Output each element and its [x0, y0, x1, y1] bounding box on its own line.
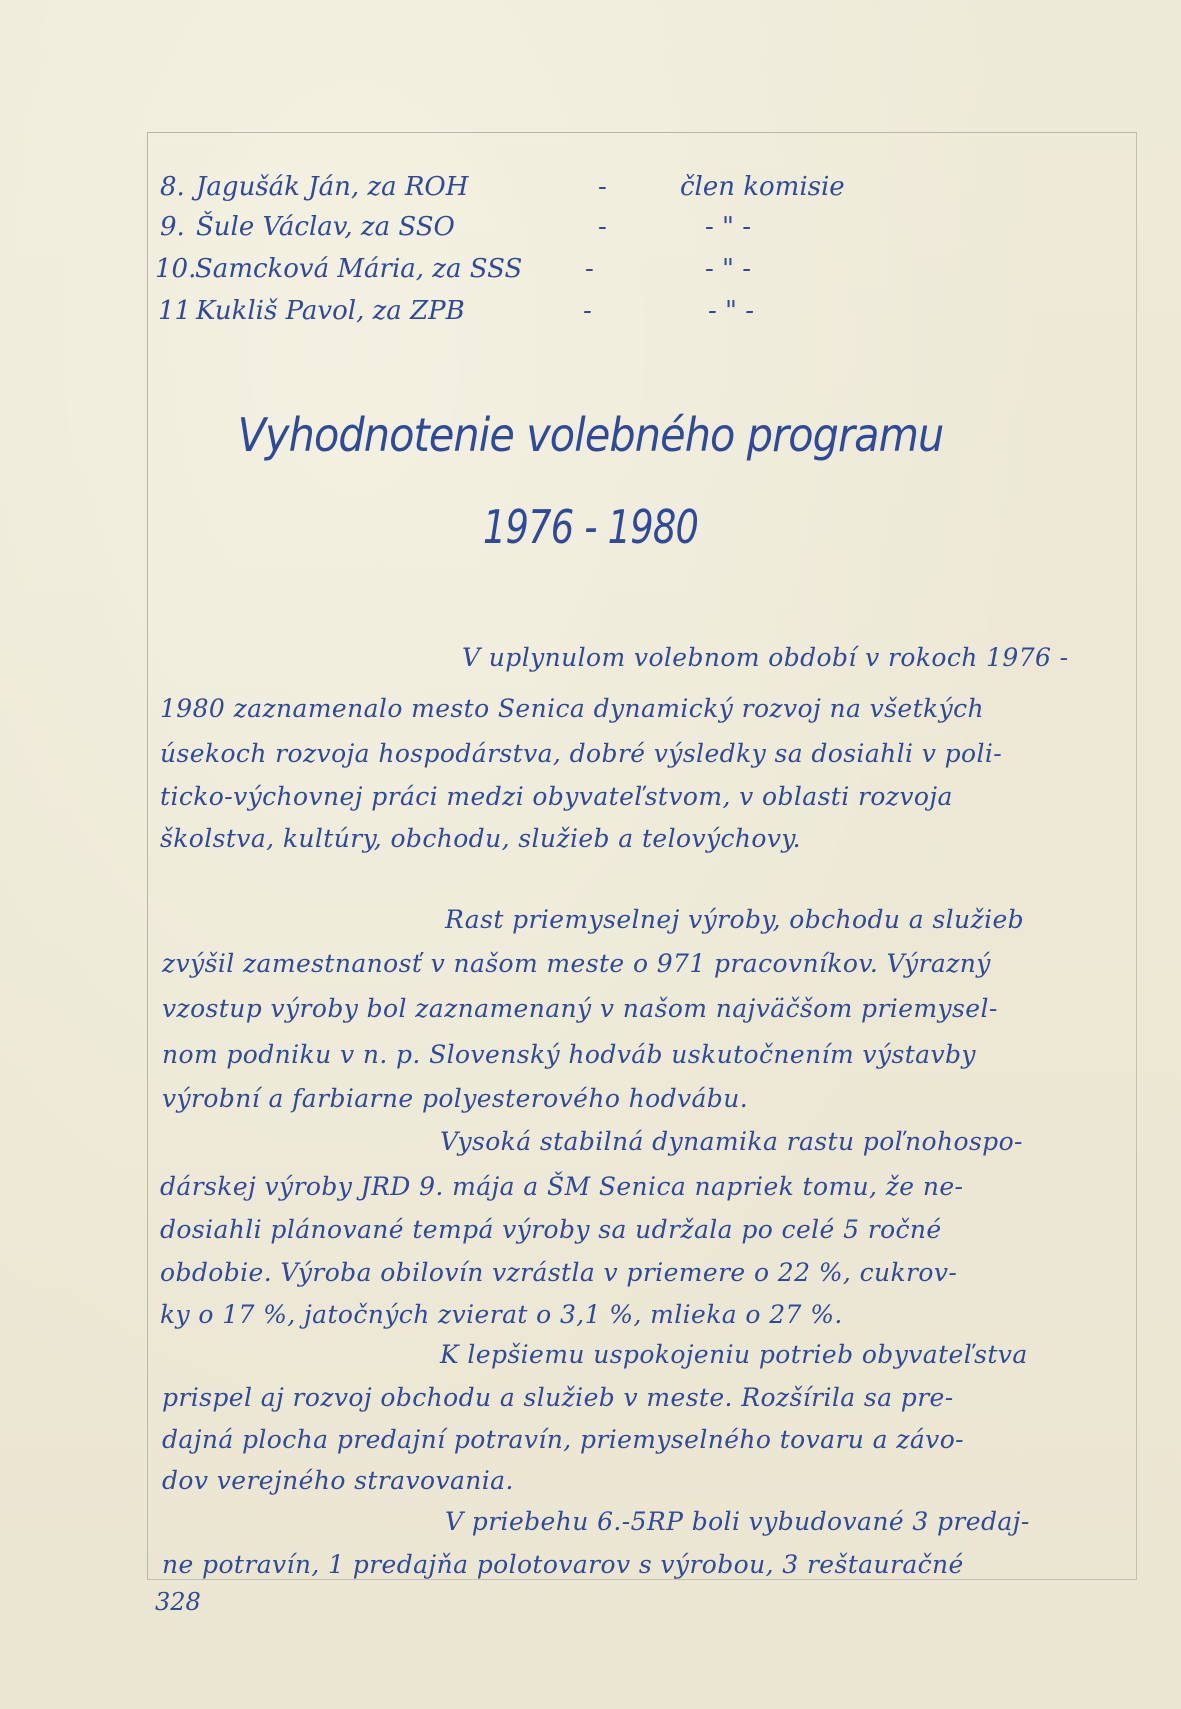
member-name: Kukliš Pavol, za ZPB	[196, 296, 465, 326]
text-line: Vysoká stabilná dynamika rastu poľnohospo-	[440, 1127, 1023, 1156]
member-name: Jagušák Ján, za ROH	[196, 172, 469, 202]
text-line: školstva, kultúry, obchodu, služieb a telovýchovy.	[160, 824, 801, 853]
member-row	[160, 172, 880, 212]
member-number: 11	[158, 296, 192, 326]
text-line: ne potravín, 1 predajňa polotovarov s výrobou, 3 reštauračné	[162, 1550, 964, 1579]
text-line: zvýšil zamestnanosť v našom meste o 971 pracovníkov. Výrazný	[162, 949, 991, 978]
member-number: 8.	[160, 172, 185, 202]
page-number: 328	[155, 1588, 201, 1616]
text-line: ticko-výchovnej práci medzi obyvateľstvom, v oblasti rozvoja	[160, 782, 953, 811]
member-row	[160, 212, 880, 252]
member-dash: -	[598, 172, 607, 202]
section-title: Vyhodnotenie volebného programu	[237, 408, 944, 462]
member-dash: -	[598, 212, 607, 242]
member-number: 10.	[155, 254, 197, 284]
text-line: ky o 17 %, jatočných zvierat o 3,1 %, mlieka o 27 %.	[160, 1300, 843, 1329]
member-dash: -	[583, 296, 592, 326]
member-role: člen komisie	[680, 172, 845, 202]
text-line: nom podniku v n. p. Slovenský hodváb uskutočnením výstavby	[162, 1040, 976, 1069]
text-line: prispel aj rozvoj obchodu a služieb v meste. Rozšírila sa pre-	[162, 1383, 954, 1412]
text-line: výrobní a farbiarne polyesterového hodvábu.	[162, 1084, 749, 1113]
member-role: - " -	[705, 254, 752, 284]
text-line: obdobie. Výroba obilovín vzrástla v priemere o 22 %, cukrov-	[160, 1258, 958, 1287]
text-line: dov verejného stravovania.	[162, 1466, 514, 1495]
member-role: - " -	[708, 296, 755, 326]
text-line: dárskej výroby JRD 9. mája a ŠM Senica napriek tomu, že ne-	[160, 1172, 964, 1201]
text-line: vzostup výroby bol zaznamenaný v našom najväčšom priemysel-	[162, 994, 998, 1023]
text-line: V priebehu 6.-5RP boli vybudované 3 predaj-	[445, 1507, 1030, 1536]
member-number: 9.	[160, 212, 185, 242]
text-line: dajná plocha predajní potravín, priemyselného tovaru a závo-	[162, 1425, 965, 1454]
text-line: Rast priemyselnej výroby, obchodu a služieb	[445, 905, 1025, 934]
text-line: 1980 zaznamenalo mesto Senica dynamický rozvoj na všetkých	[160, 694, 984, 723]
text-line: dosiahli plánované tempá výroby sa udržala po celé 5 ročné	[160, 1215, 942, 1244]
member-name: Samcková Mária, za SSS	[195, 254, 523, 284]
member-dash: -	[585, 254, 594, 284]
text-line: V uplynulom volebnom období v rokoch 1976 -	[462, 643, 1069, 672]
text-line: úsekoch rozvoja hospodárstva, dobré výsledky sa dosiahli v poli-	[160, 739, 1003, 768]
member-name: Šule Václav, za SSO	[196, 212, 455, 242]
text-line: K lepšiemu uspokojeniu potrieb obyvateľstva	[440, 1340, 1028, 1369]
member-row	[158, 296, 878, 336]
member-role: - " -	[705, 212, 752, 242]
member-row	[155, 254, 875, 294]
section-years: 1976 - 1980	[482, 500, 699, 554]
